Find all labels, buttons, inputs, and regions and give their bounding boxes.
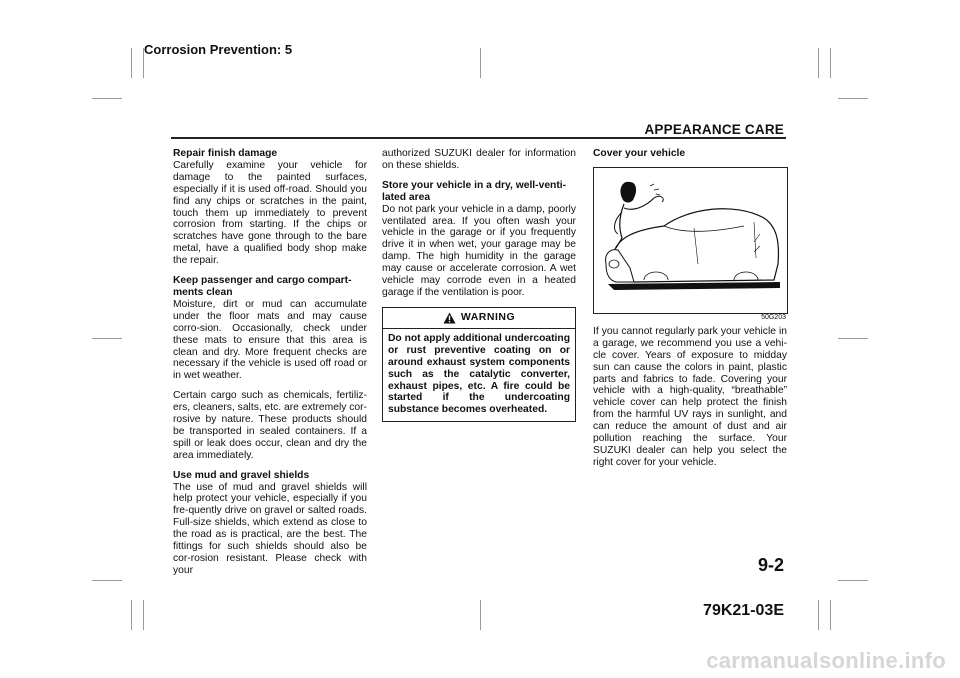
cover-heading: Cover your vehicle [593,148,686,159]
car-cover-drawing [594,168,787,313]
warning-text: Do not apply additional undercoating or rust preventive coating on or around exhaust system components such as the catalytic converter, exhaust pipes, etc. A fire could be started if the undercoating substance becomes overheated. [388,332,570,416]
dealer-continued-body: authorized SUZUKI dealer for information on these shields. [382,148,576,171]
warning-label: WARNING [460,310,516,323]
column-left [173,148,367,585]
section-title: APPEARANCE CARE [644,122,784,137]
car-cover-illustration [593,167,788,314]
chemicals-body: Certain cargo such as chemicals, fertiliz-ers, cleaners, salts, etc. are extremely cor-rosive by nature. These products should be transported in sealed containers. If a spill or leak does occur, clean and dry the area immediately. [173,390,367,461]
document-code: 79K21-03E [703,602,784,619]
warning-triangle-icon [443,312,456,324]
warning-header [383,308,575,329]
store-body: Do not park your vehicle in a damp, poorly ventilated area. If you often wash your vehicle in the garage or if you frequently drive it in when wet, your garage may be damp. The high humidity in the garage may cause or accelerate corrosion. A wet vehicle may corrode even in a heated garage if the ventilation is poor. [382,203,576,298]
mud-shields-heading: Use mud and gravel shields [173,469,310,481]
repair-body: Carefully examine your vehicle for damage to the painted surfaces, especially if it is used off-road. Should you find any chips or scratches in the paint, touch them up immediately to prevent corrosion from starting. If the chips or scratches have gone through to the bare metal, have a qualified body shop make the repair. [173,159,367,267]
store-heading: Store your vehicle in a dry, well-venti-lated area [382,179,567,203]
warning-box [382,307,576,422]
keep-clean-heading: Keep passenger and cargo compart-ments clean [173,275,352,298]
column-middle [382,148,576,422]
figure-code: 50G203 [761,314,786,321]
cover-body: If you cannot regularly park your vehicle in a garage, we recommend you use a vehi-cle cover. Years of exposure to midday sun can cause the colors in paint, plastic parts and fabrics to fade. Covering your vehicle with a high-quality, “breathable” vehicle cover can help protect the finish from the harmful UV rays in sunlight, and can reduce the amount of dust and air pollution reaching the surface. Your SUZUKI dealer can help you select the right cover for your vehicle. [593,325,787,468]
page-number: 9-2 [757,555,784,575]
mud-shields-body: The use of mud and gravel shields will help protect your vehicle, especially if you fre-quently drive on gravel or salted roads. Full-size shields, which extend as close to the road as is practical, are the best. The fittings for such shields should also be cor-rosion resistant. Please check with your [173,481,367,576]
keep-clean-body: Moisture, dirt or mud can accumulate under the floor mats and may cause corro-sion. Occasionally, check under these mats to ensure that this area is clean and dry. More frequent checks are necessary if the vehicle is used off road or in wet weather. [173,298,367,382]
watermark: carmanualsonline.info [706,648,946,673]
repair-heading: Repair finish damage [173,148,278,159]
chapter-reference: Corrosion Prevention: 5 [144,42,293,57]
header-rule [171,137,786,139]
